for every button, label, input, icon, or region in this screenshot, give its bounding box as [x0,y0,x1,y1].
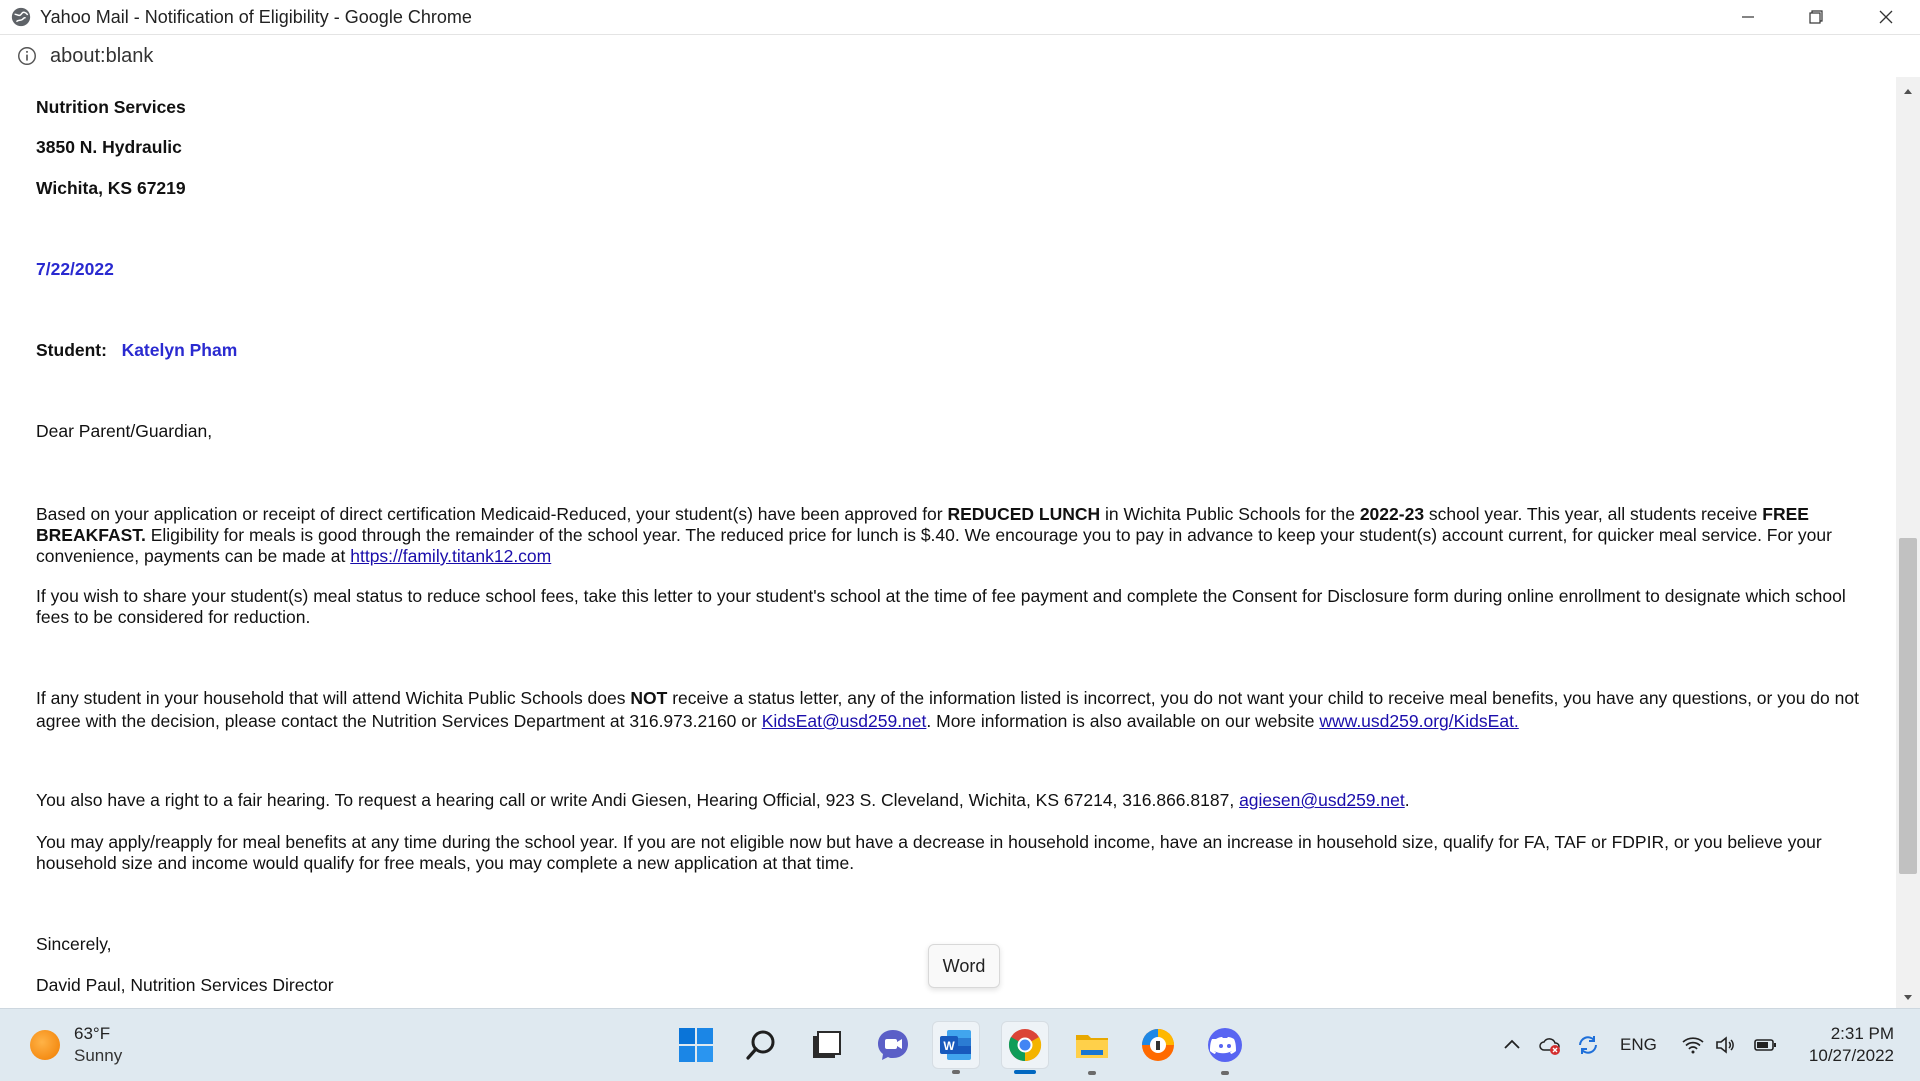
svg-text:W: W [943,1039,955,1053]
window-title: Yahoo Mail - Notification of Eligibility - Google Chrome [40,6,472,27]
restore-icon [1808,9,1824,25]
sync-icon [1576,1033,1600,1057]
temperature: 63°F [74,1024,111,1043]
reduced-lunch-text: REDUCED LUNCH [947,504,1101,524]
speaker-icon [1713,1033,1737,1057]
running-indicator [1221,1071,1229,1075]
show-hidden-icons-button[interactable] [1500,1009,1524,1081]
student-name: Katelyn Pham [121,340,238,360]
not-text: NOT [630,688,668,708]
text-span: . More information is also available on our website [926,711,1320,731]
word-icon [937,1026,975,1064]
text-span: receive a status letter, any of the information listed is incorrect, you do not want your child to receive meal benefits, you have any questions, or you do not agree with the decision, please contact the Nutrition Services Department at 316.973.2160 or [36,688,1859,731]
start-icon [677,1026,715,1064]
hearing-email-link[interactable]: agiesen@usd259.net [1239,790,1405,810]
taskbar [0,1008,1920,1081]
weather-condition: Sunny [74,1046,123,1065]
task-view-button[interactable] [802,1021,850,1069]
scroll-down-button[interactable] [1896,988,1920,1008]
window-title-bar [0,0,1920,34]
text-span: in Wichita Public Schools for the [1100,504,1360,524]
sync-status[interactable] [1576,1009,1600,1081]
taskbar-tooltip: Word [928,944,1000,988]
text-span: If any student in your household that will attend Wichita Public Schools does [36,688,631,708]
info-icon[interactable] [16,45,38,67]
paragraph-reapply: You may apply/reapply for meal benefits at any time during the school year. If you are not eligible now but have a decrease in household income, have an increase in household size, qualify for FA, TAF or FDPIR, or you believe your household size and income would qualify for free meals, you may complete a new application at that time. [36,832,1822,873]
greeting: Dear Parent/Guardian, [36,421,213,441]
language-indicator[interactable]: ENG [1620,1035,1657,1054]
onedrive-status[interactable] [1538,1009,1562,1081]
teams-chat-icon [874,1026,912,1064]
url-text[interactable]: about:blank [50,44,154,67]
task-view-icon [807,1026,845,1064]
text-span: Based on your application or receipt of direct certification Medicaid-Reduced, your student(s) have been approved for [36,504,948,524]
clock-date: 10/27/2022 [1808,1046,1894,1065]
running-indicator [1088,1071,1096,1075]
website-link[interactable]: www.usd259.org/KidsEat. [1319,711,1519,731]
city-state-zip: Wichita, KS 67219 [36,178,186,198]
running-indicator-active [1014,1070,1036,1074]
vpn-icon [1139,1026,1177,1064]
address-bar[interactable] [0,34,1920,78]
paragraph-disclosure: If you wish to share your student(s) meal status to reduce school fees, take this letter to your student's school at the time of fee payment and complete the Consent for Disclosure form during online enrollment to designate which school fees to be considered for reduction. [36,586,1846,627]
wifi-status[interactable] [1681,1009,1705,1081]
sun-icon [30,1030,60,1060]
start-button[interactable] [672,1021,720,1069]
paragraph-hearing [36,790,1866,811]
payment-link[interactable]: https://family.titank12.com [350,546,552,566]
file-explorer-button[interactable] [1068,1021,1116,1069]
chrome-button[interactable] [1001,1021,1049,1069]
text-span: Eligibility for meals is good through the remainder of the school year. The reduced price for lunch is $.40. We encourage you to pay in advance to keep your student(s) account current, for quicker meal service. For your convenience, payments can be made at [36,525,1832,566]
battery-icon [1753,1033,1777,1057]
chevron-up-icon [1500,1033,1524,1057]
free-breakfast-text: FREE BREAKFAST. [36,504,1809,545]
weather-text [74,1023,122,1067]
scroll-down-arrow-icon [1903,994,1913,1002]
text-span: . [1404,790,1410,810]
battery-status[interactable] [1753,1009,1777,1081]
cloud-error-icon [1538,1033,1562,1057]
weather-widget[interactable] [30,1023,122,1067]
closing: Sincerely, [36,934,112,954]
search-icon [742,1026,780,1064]
discord-icon [1206,1026,1244,1064]
scroll-thumb[interactable] [1899,538,1917,874]
scroll-up-button[interactable] [1896,81,1920,101]
minimize-icon [1740,9,1756,25]
close-icon [1878,9,1894,25]
vertical-scrollbar[interactable] [1896,77,1920,1008]
student-label: Student: [36,340,107,360]
volume-status[interactable] [1713,1009,1737,1081]
org-name: Nutrition Services [36,97,186,117]
scroll-up-arrow-icon [1903,87,1913,95]
clock-time: 2:31 PM [1830,1024,1894,1043]
signature: David Paul, Nutrition Services Director [36,975,334,995]
chrome-icon [1006,1026,1044,1064]
teams-chat-button[interactable] [869,1021,917,1069]
system-clock[interactable] [1809,1023,1894,1067]
globe-icon [10,6,32,28]
kidseat-email-link[interactable]: KidsEat@usd259.net [761,711,927,731]
text-span: You also have a right to a fair hearing. To request a hearing call or write Andi Giesen, Hearing Official, 923 S. Cleveland, Wichita, KS 67214, 316.866.8187, [36,790,1240,810]
running-indicator [952,1070,960,1074]
word-button[interactable] [932,1021,980,1069]
student-line [36,340,1866,361]
file-explorer-icon [1073,1026,1111,1064]
page-content [0,77,1896,1008]
paragraph-approval [36,504,1866,567]
paragraph-contact [36,687,1866,733]
vpn-button[interactable] [1134,1021,1182,1069]
text-span: school year. This year, all students receive [1424,504,1763,524]
street-address: 3850 N. Hydraulic [36,137,182,157]
discord-button[interactable] [1201,1021,1249,1069]
close-button[interactable] [1852,0,1920,34]
restore-button[interactable] [1782,0,1850,34]
letter-date: 7/22/2022 [36,259,114,279]
wifi-icon [1681,1033,1705,1057]
search-button[interactable] [737,1021,785,1069]
school-year-text: 2022-23 [1359,504,1425,524]
minimize-button[interactable] [1714,0,1782,34]
